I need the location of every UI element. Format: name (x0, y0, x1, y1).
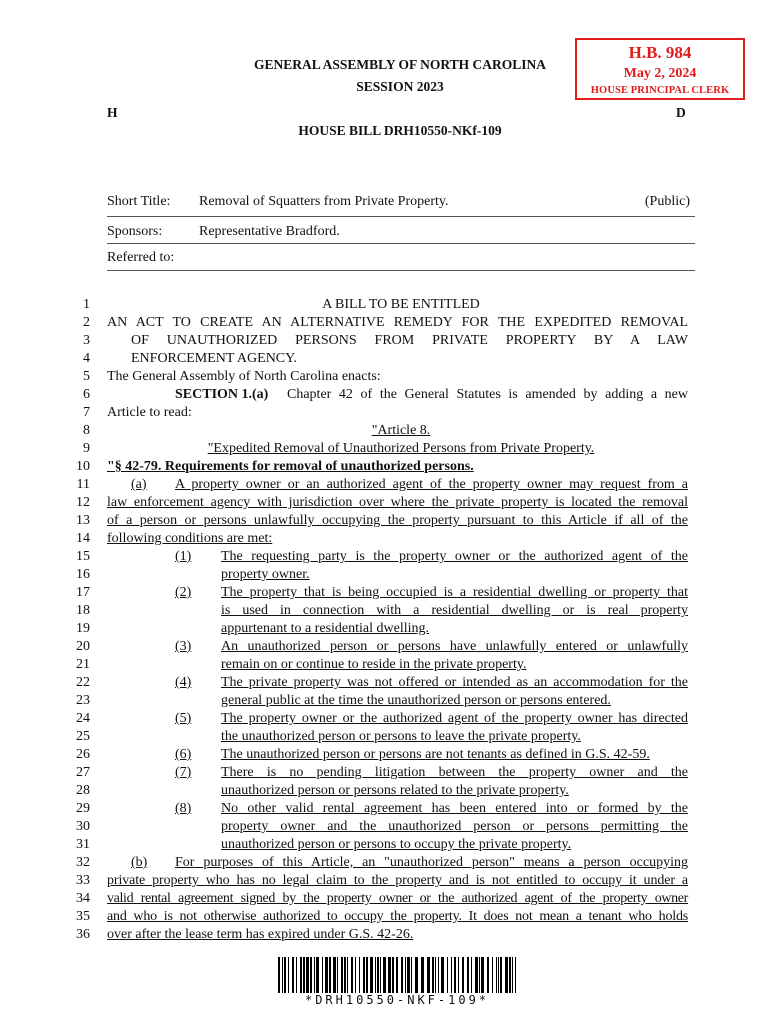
subsection-text: valid rental agreement signed by the property owner or the authorized agent of the property owner (107, 891, 688, 906)
article-number: "Article 8. (371, 423, 431, 438)
condition-number: (2) (175, 585, 192, 600)
line-number: 20 (76, 639, 90, 654)
referred-label: Referred to: (107, 250, 175, 265)
line-number: 18 (76, 603, 90, 618)
condition-text: general public at the time the unauthorized person or persons entered. (221, 693, 611, 708)
document-barcode (278, 957, 516, 993)
section-label: SECTION 1.(a) (175, 387, 269, 402)
subsection-text: and who is not otherwise authorized to occupy the property. It does not mean a tenant who holds (107, 909, 688, 924)
line-number: 9 (83, 441, 90, 456)
session-heading: SESSION 2023 (356, 79, 444, 94)
condition-text: property owner. (221, 567, 310, 582)
condition-text: The requesting party is the property owner or the authorized agent of the (221, 549, 688, 564)
line-number: 2 (83, 315, 90, 330)
line-number: 13 (76, 513, 90, 528)
line-number: 4 (83, 351, 90, 366)
line-number: 32 (76, 855, 90, 870)
condition-text: property owner and the unauthorized person or persons permitting the (221, 819, 688, 834)
sponsors-row (107, 224, 695, 240)
barcode-text: *DRH10550-NKF-109* (304, 993, 490, 1007)
section-text: Chapter 42 of the General Statutes is amended by adding a new (287, 387, 688, 402)
condition-text: the unauthorized person or persons to leave the private property. (221, 729, 581, 744)
short-title-row (107, 194, 695, 210)
section-text: Article to read: (107, 405, 192, 420)
line-number: 1 (83, 297, 90, 312)
stamp-date: May 2, 2024 (623, 66, 697, 81)
sponsors-value: Representative Bradford. (199, 224, 340, 239)
chamber-letter-right: D (676, 105, 686, 120)
condition-text: unauthorized person or persons to occupy the private property. (221, 837, 572, 852)
line-number: 23 (76, 693, 90, 708)
condition-text: The private property was not offered or intended as an accommodation for the (221, 675, 688, 690)
condition-text: An unauthorized person or persons have unlawfully entered or unlawfully (221, 639, 688, 654)
line-number: 26 (76, 747, 90, 762)
condition-text: The property owner or the authorized agent of the property owner has directed (221, 711, 688, 726)
statute-heading: "§ 42-79. Requirements for removal of unauthorized persons. (107, 459, 474, 474)
line-number: 28 (76, 783, 90, 798)
line-number: 24 (76, 711, 90, 726)
bill-entitled: A BILL TO BE ENTITLED (322, 297, 480, 312)
condition-number: (8) (175, 801, 192, 816)
line-number: 29 (76, 801, 90, 816)
line-number: 5 (83, 369, 90, 384)
clerk-stamp (575, 38, 745, 100)
line-number: 11 (76, 477, 90, 492)
subsection-text: over after the lease term has expired under G.S. 42-26. (107, 927, 414, 942)
short-title-value: Removal of Squatters from Private Property. (199, 194, 449, 209)
subsection-text: private property who has no legal claim to the property and is not entitled to occupy it under a (107, 873, 688, 888)
condition-text: remain on or continue to reside in the private property. (221, 657, 527, 672)
subsection-text: For purposes of this Article, an "unauthorized person" means a person occupying (175, 855, 688, 870)
line-number: 14 (76, 531, 90, 546)
condition-text: is used in connection with a residential dwelling or is real property (221, 603, 688, 618)
line-number: 30 (76, 819, 90, 834)
condition-number: (1) (175, 549, 192, 564)
sponsors-label: Sponsors: (107, 224, 163, 239)
line-number: 21 (76, 657, 90, 672)
line-number: 25 (76, 729, 90, 744)
subsection-text: law enforcement agency with jurisdiction over where the private property is located the removal (107, 495, 688, 510)
field-divider (107, 216, 695, 217)
line-number: 31 (76, 837, 90, 852)
condition-number: (3) (175, 639, 192, 654)
field-divider (107, 270, 695, 271)
condition-number: (6) (175, 747, 192, 762)
line-number: 3 (83, 333, 90, 348)
line-number: 33 (76, 873, 90, 888)
assembly-heading: GENERAL ASSEMBLY OF NORTH CAROLINA (253, 57, 547, 72)
condition-text: The unauthorized person or persons are not tenants as defined in G.S. 42-59. (221, 747, 650, 762)
article-title: "Expedited Removal of Unauthorized Persons from Private Property. (207, 441, 595, 456)
line-number: 36 (76, 927, 90, 942)
short-title-label: Short Title: (107, 194, 171, 209)
line-number: 16 (76, 567, 90, 582)
subsection-label: (b) (131, 855, 148, 870)
condition-text: No other valid rental agreement has been entered into or formed by the (221, 801, 688, 816)
condition-text: appurtenant to a residential dwelling. (221, 621, 429, 636)
line-number: 19 (76, 621, 90, 636)
act-title-line: ENFORCEMENT AGENCY. (131, 351, 297, 366)
subsection-text: A property owner or an authorized agent of the property owner may request from a (175, 477, 688, 492)
referred-row (107, 250, 695, 266)
line-number: 8 (83, 423, 90, 438)
field-divider (107, 243, 695, 244)
line-number: 17 (76, 585, 90, 600)
line-number: 22 (76, 675, 90, 690)
condition-number: (4) (175, 675, 192, 690)
enacting-clause: The General Assembly of North Carolina enacts: (107, 369, 381, 384)
act-title-line: AN ACT TO CREATE AN ALTERNATIVE REMEDY FOR THE EXPEDITED REMOVAL (107, 315, 688, 330)
line-number: 12 (76, 495, 90, 510)
line-number: 35 (76, 909, 90, 924)
stamp-clerk: HOUSE PRINCIPAL CLERK (590, 85, 730, 96)
condition-text: There is no pending litigation between the property owner and the (221, 765, 688, 780)
short-title-type: (Public) (644, 194, 690, 209)
condition-text: The property that is being occupied is a residential dwelling or property that (221, 585, 688, 600)
condition-number: (5) (175, 711, 192, 726)
condition-text: unauthorized person or persons related to the private property. (221, 783, 569, 798)
subsection-label: (a) (131, 477, 147, 492)
stamp-bill-number: H.B. 984 (628, 43, 692, 62)
condition-number: (7) (175, 765, 192, 780)
chamber-letter-left: H (107, 105, 118, 120)
line-number: 6 (83, 387, 90, 402)
line-number: 7 (83, 405, 90, 420)
act-title-line: OF UNAUTHORIZED PERSONS FROM PRIVATE PROPERTY BY A LAW (131, 333, 688, 348)
bill-id-heading: HOUSE BILL DRH10550-NKf-109 (298, 123, 502, 138)
subsection-text: of a person or persons unlawfully occupying the property pursuant to this Article if all of the (107, 513, 688, 528)
line-number: 34 (76, 891, 90, 906)
line-number: 27 (76, 765, 90, 780)
line-number: 10 (76, 459, 90, 474)
line-number: 15 (76, 549, 90, 564)
subsection-text: following conditions are met: (107, 531, 273, 546)
